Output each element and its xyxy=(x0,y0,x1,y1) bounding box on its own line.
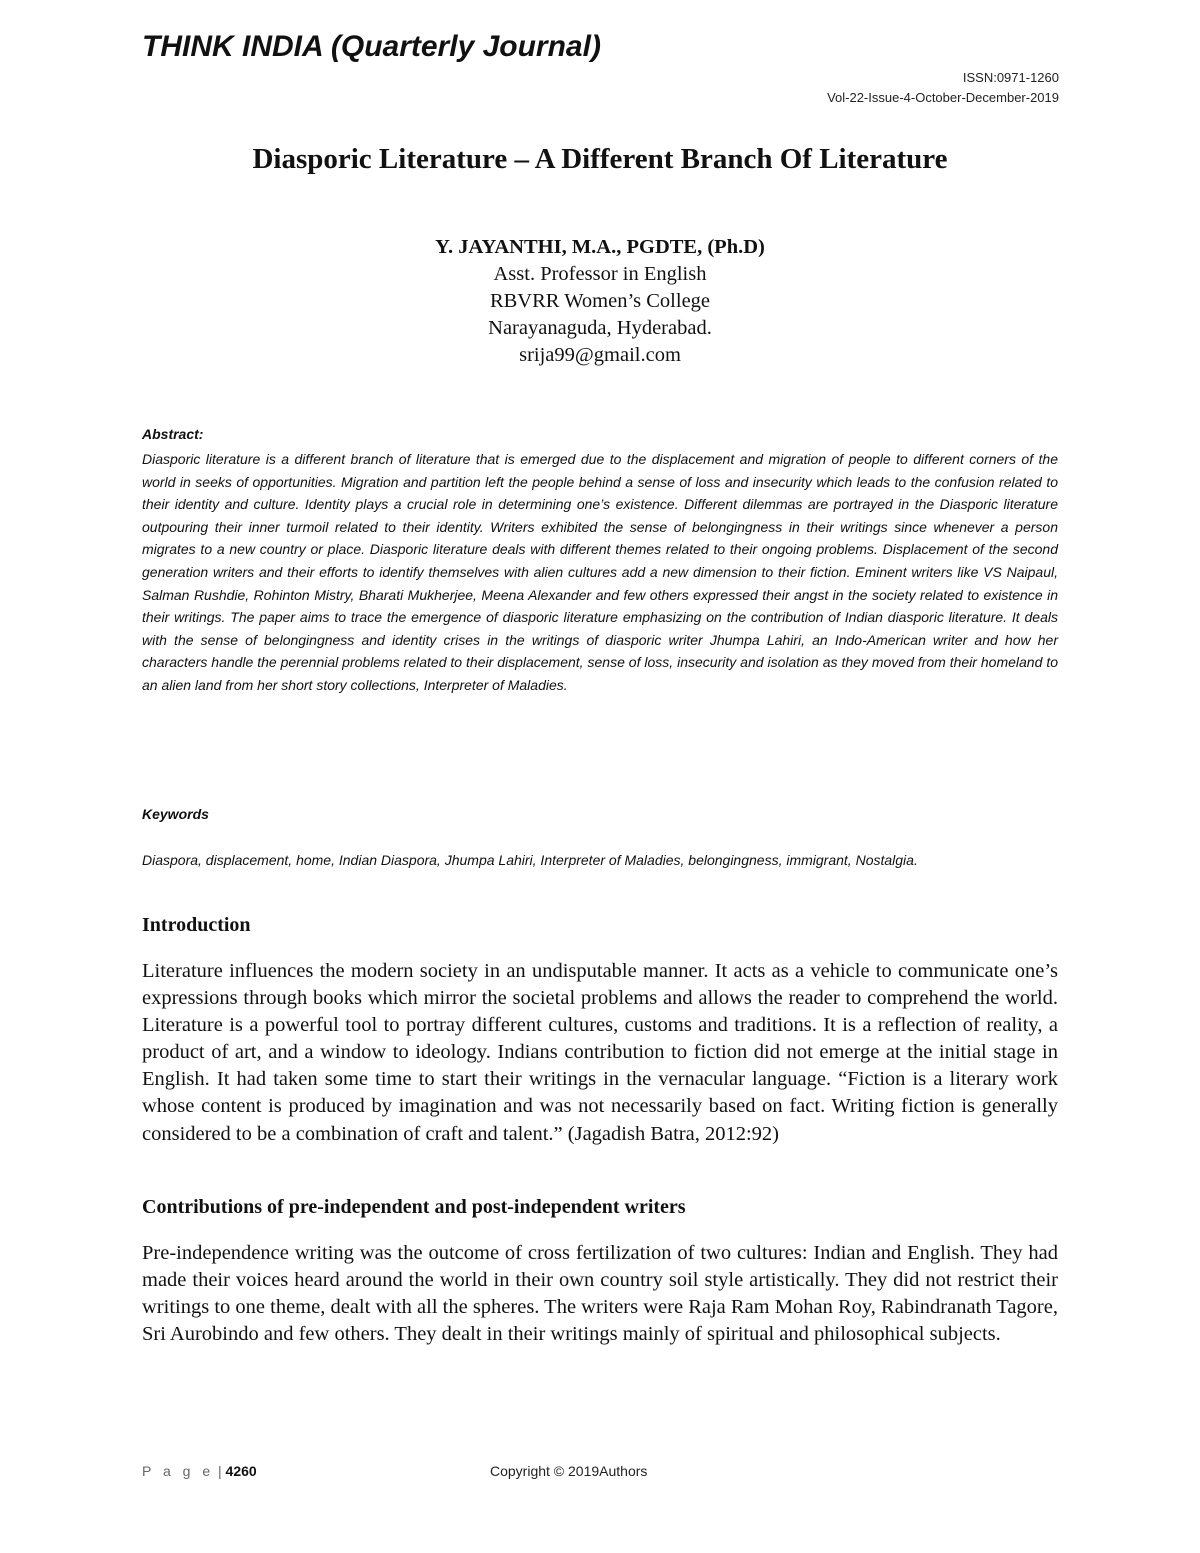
author-location: Narayanaguda, Hyderabad. xyxy=(488,317,712,339)
keywords-text: Diaspora, displacement, home, Indian Diaspora, Jhumpa Lahiri, Interpreter of Maladies, belongingness, immigrant, Nostalgia. xyxy=(142,852,918,868)
contributions-heading: Contributions of pre-independent and post-independent writers xyxy=(142,1196,686,1218)
abstract-text: Diasporic literature is a different branch of literature that is emerged due to the displacement and migration of people to different corners of the world in seeks of opportunities. Migration and partition left the people behind a sense of loss and insecurity which leads to the confusion related to their identity and culture. Identity plays a crucial role in determining one’s existence. Different dilemmas are portrayed in the Diasporic literature outpouring their inner turmoil related to their identity. Writers exhibited the sense of belongingness in their writings since whenever a person migrates to a new country or place. Diasporic literature deals with different themes related to their ongoing problems. Displacement of the second generation writers and their efforts to identify themselves with alien cultures add a new dimension to their fiction. Eminent writers like VS Naipaul, Salman Rushdie, Rohinton Mistry, Bharati Mukherjee, Meena Alexander and few others expressed their angst in the society related to existence in their writings. The paper aims to trace the emergence of diasporic literature emphasizing on the contribution of Indian diasporic literature. It deals with the sense of belongingness and identity crises in the writings of diasporic writer Jhumpa Lahiri, an Indo-American writer and how her characters handle the perennial problems related to their displacement, sense of loss, insecurity and isolation as they moved from their homeland to an alien land from her short story collections, Interpreter of Maladies. xyxy=(142,451,1058,693)
contributions-paragraph: Pre-independence writing was the outcome of cross fertilization of two cultures: Indian and English. They had made their voices heard around the world in their own country soil style artistically. They did not restrict their writings to one theme, dealt with all the spheres. The writers were Raja Ram Mohan Roy, Rabindranath Tagore, Sri Aurobindo and few others. They dealt in their writings mainly of spiritual and philosophical subjects. xyxy=(142,1242,1058,1346)
page-footer xyxy=(142,1463,257,1479)
keywords-heading: Keywords xyxy=(142,806,209,822)
page-label: P a g e xyxy=(142,1463,215,1479)
author-email: srija99@gmail.com xyxy=(519,344,681,366)
author-position: Asst. Professor in English xyxy=(493,263,707,285)
paper-title: Diasporic Literature – A Different Branch Of Literature xyxy=(252,143,948,175)
journal-title: THINK INDIA (Quarterly Journal) xyxy=(142,30,601,63)
author-name: Y. JAYANTHI, M.A., PGDTE, (Ph.D) xyxy=(435,236,765,258)
introduction-paragraph: Literature influences the modern society in an undisputable manner. It acts as a vehicle to communicate one’s expressions through books which mirror the societal problems and allows the reader to comprehend the world. Literature is a powerful tool to portray different cultures, customs and traditions. It is a reflection of reality, a product of art, and a window to ideology. Indians contribution to fiction did not emerge at the initial stage in English. It had taken some time to start their writings in the vernacular language. “Fiction is a literary work whose content is produced by imagination and was not necessarily based on fact. Writing fiction is generally considered to be a combination of craft and talent.” (Jagadish Batra, 2012:92) xyxy=(142,960,1058,1145)
introduction-heading: Introduction xyxy=(142,914,251,936)
author-college: RBVRR Women’s College xyxy=(489,290,711,312)
copyright-notice: Copyright © 2019Authors xyxy=(490,1463,648,1479)
issn: ISSN:0971-1260 xyxy=(962,70,1059,85)
page-separator: | xyxy=(218,1463,222,1479)
abstract-heading: Abstract: xyxy=(142,426,204,442)
volume-issue: Vol-22-Issue-4-October-December-2019 xyxy=(827,90,1059,105)
page-number: 4260 xyxy=(225,1463,257,1479)
